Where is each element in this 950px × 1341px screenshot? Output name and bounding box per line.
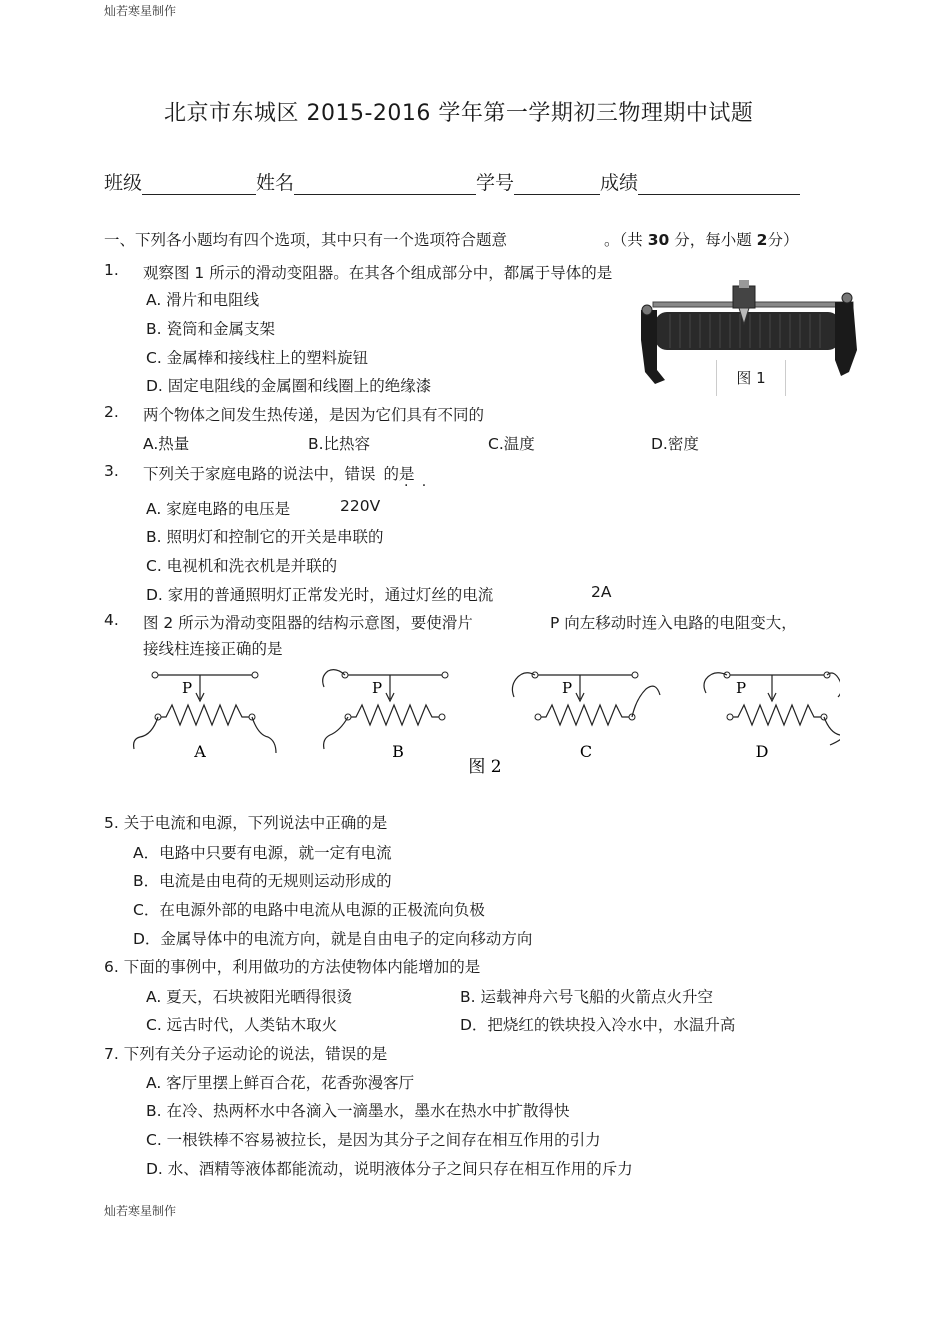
points-each: 2 — [756, 231, 768, 249]
q2-option-c[interactable]: C.温度 — [488, 435, 535, 453]
q6-option-a[interactable]: A. 夏天，石块被阳光晒得很烫 — [146, 988, 353, 1006]
score-label: 成绩 — [600, 172, 639, 194]
score-blank[interactable] — [638, 176, 800, 195]
points-total: 30 — [647, 231, 670, 249]
q5-option-d[interactable]: D．金属导体中的电流方向，就是自由电子的定向移动方向 — [133, 930, 533, 948]
q3-option-c[interactable]: C. 电视机和洗衣机是并联的 — [146, 557, 338, 575]
name-label: 姓名 — [256, 172, 295, 194]
page-title: 北京市东城区 2015-2016 学年第一学期初三物理期中试题 — [164, 101, 754, 126]
q2-number: 2. — [104, 403, 119, 421]
q2-option-a[interactable]: A.热量 — [143, 435, 190, 453]
q6-option-d[interactable]: D．把烧红的铁块投入冷水中，水温升高 — [460, 1016, 736, 1034]
q1-option-b[interactable]: B. 瓷筒和金属支架 — [146, 320, 275, 338]
q4-stem-p: P 向左移动时连入电路的电阻变大， — [550, 614, 797, 632]
slider-p-label: P — [372, 679, 383, 697]
q7-option-b[interactable]: B. 在冷、热两杯水中各滴入一滴墨水，墨水在热水中扩散得快 — [146, 1102, 570, 1120]
rheostat-diagrams — [130, 665, 840, 780]
class-label: 班级 — [104, 172, 143, 194]
slider-p-label: P — [736, 679, 747, 697]
q6-option-b[interactable]: B. 运载神舟六号飞船的火箭点火升空 — [460, 988, 713, 1006]
right-bracket — [835, 302, 857, 376]
q3-voltage: 220V — [340, 497, 381, 515]
diagram-label-d: D — [755, 742, 769, 761]
class-blank[interactable] — [142, 176, 256, 195]
page-header: 灿若寒星制作 — [104, 4, 177, 18]
diagram-c[interactable] — [512, 672, 660, 761]
q3-option-b[interactable]: B. 照明灯和控制它的开关是串联的 — [146, 528, 384, 546]
q3-option-d[interactable]: D. 家用的普通照明灯正常发光时，通过灯丝的电流 — [146, 586, 494, 604]
q5-option-b[interactable]: B．电流是由电荷的无规则运动形成的 — [133, 872, 392, 890]
student-info-row — [104, 168, 800, 195]
slider-block — [733, 286, 755, 308]
q2-option-b[interactable]: B.比热容 — [308, 435, 371, 453]
points-open: 。（共 — [604, 231, 643, 249]
q4-stem-line2: 接线柱连接正确的是 — [143, 640, 283, 658]
q2-stem: 两个物体之间发生热传递，是因为它们具有不同的 — [143, 406, 485, 424]
section-points — [604, 228, 798, 250]
q1-option-d[interactable]: D. 固定电阻线的金属圈和线圈上的绝缘漆 — [146, 377, 432, 395]
q3-stem — [143, 462, 415, 484]
q5-stem: 5. 关于电流和电源，下列说法中正确的是 — [104, 814, 388, 832]
q1-option-c[interactable]: C. 金属棒和接线柱上的塑料旋钮 — [146, 349, 369, 367]
q6-option-c[interactable]: C. 远古时代，人类钻木取火 — [146, 1016, 338, 1034]
points-close: 分） — [767, 231, 799, 249]
diagram-b[interactable] — [323, 670, 448, 761]
slider-p-label: P — [562, 679, 573, 697]
q2-option-d[interactable]: D.密度 — [651, 435, 699, 453]
q1-stem: 观察图 1 所示的滑动变阻器。在其各个组成部分中，都属于导体的是 — [143, 264, 613, 282]
q3-option-a[interactable]: A. 家庭电路的电压是 — [146, 500, 291, 518]
q3-stem-end: 的是 — [383, 465, 415, 483]
q6-stem: 6. 下面的事例中，利用做功的方法使物体内能增加的是 — [104, 958, 481, 976]
q7-option-a[interactable]: A. 客厅里摆上鲜百合花，花香弥漫客厅 — [146, 1074, 415, 1092]
id-label: 学号 — [476, 172, 515, 194]
q7-option-c[interactable]: C. 一根铁棒不容易被拉长，是因为其分子之间存在相互作用的引力 — [146, 1131, 601, 1149]
q5-option-c[interactable]: C．在电源外部的电路中电流从电源的正极流向负极 — [133, 901, 485, 919]
slider-p-label: P — [182, 679, 193, 697]
left-terminal — [642, 305, 652, 315]
slider-knob — [739, 280, 749, 288]
coil-cylinder — [655, 312, 840, 350]
page-footer: 灿若寒星制作 — [104, 1204, 177, 1218]
q3-current: 2A — [591, 583, 612, 601]
diagram-d[interactable] — [704, 672, 840, 761]
name-blank[interactable] — [294, 176, 476, 195]
section-heading: 一、下列各小题均有四个选项，其中只有一个选项符合题意 — [104, 231, 508, 249]
q4-number: 4. — [104, 611, 119, 629]
q7-stem: 7. 下列有关分子运动论的说法，错误的是 — [104, 1045, 388, 1063]
q7-option-d[interactable]: D. 水、酒精等液体都能流动，说明液体分子之间只存在相互作用的斥力 — [146, 1160, 633, 1178]
diagram-label-a: A — [194, 742, 206, 761]
q1-option-a[interactable]: A. 滑片和电阻线 — [146, 291, 260, 309]
id-blank[interactable] — [514, 176, 600, 195]
q3-stem-text: 下列关于家庭电路的说法中，错误 — [143, 465, 376, 483]
points-mid: 分，每小题 — [674, 231, 752, 249]
right-terminal — [842, 293, 852, 303]
q5-option-a[interactable]: A．电路中只要有电源，就一定有电流 — [133, 844, 392, 862]
diagram-label-b: B — [392, 742, 404, 761]
q4-stem-line1: 图 2 所示为滑动变阻器的结构示意图，要使滑片 — [143, 614, 473, 632]
diagram-a[interactable] — [134, 672, 276, 761]
q3-number: 3. — [104, 462, 119, 480]
diagram-label-c: C — [579, 742, 593, 761]
figure-2-caption: 图 2 — [468, 757, 502, 777]
q1-number: 1. — [104, 261, 119, 279]
emphasis-dots: . . — [404, 474, 427, 490]
figure-1-caption: 图 1 — [716, 360, 786, 396]
